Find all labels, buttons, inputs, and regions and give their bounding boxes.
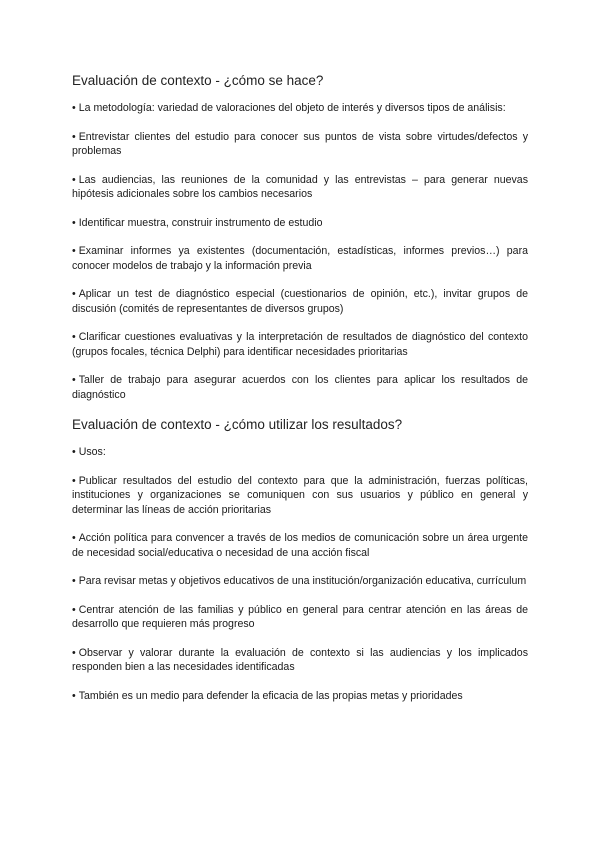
bullet-icon: • — [72, 331, 76, 343]
bullet-icon: • — [72, 603, 76, 616]
document-page — [72, 72, 528, 717]
list-item: • Examinar informes ya existentes (documentación, estadísticas, informes previos…) para conocer modelos de trabajo y la información previa — [72, 245, 528, 272]
bullet-icon: • — [72, 245, 76, 257]
bullet-icon: • — [72, 130, 76, 143]
list-item: • La metodología: variedad de valoraciones del objeto de interés y diversos tipos de análisis: — [72, 102, 506, 114]
list-item: • Observar y valorar durante la evaluación de contexto si las audiencias y los implicados responden bien a las necesidades identificadas — [72, 646, 528, 673]
bullet-icon: • — [72, 446, 76, 458]
list-item: • Para revisar metas y objetivos educativos de una institución/organización educativa, currículum — [72, 575, 527, 587]
bullet-icon: • — [72, 474, 76, 487]
bullet-icon: • — [72, 646, 76, 659]
bullet-icon: • — [72, 575, 76, 587]
bullet-icon: • — [72, 532, 76, 544]
list-item: • Las audiencias, las reuniones de la comunidad y las entrevistas – para generar nuevas hipótesis adicionales sobre los cambios necesarios — [72, 173, 528, 200]
bullet-icon: • — [72, 374, 76, 386]
list-item: • Clarificar cuestiones evaluativas y la interpretación de resultados de diagnóstico del contexto (grupos focales, técnica Delphi) para identificar necesidades prioritarias — [72, 331, 528, 358]
bullet-icon: • — [72, 102, 76, 114]
list-item: • Aplicar un test de diagnóstico especial (cuestionarios de opinión, etc.), invitar grupos de discusión (comités de representantes de diversos grupos) — [72, 288, 528, 315]
bullet-icon: • — [72, 288, 76, 300]
section-heading: Evaluación de contexto - ¿cómo se hace? — [72, 73, 324, 88]
list-item: • Identificar muestra, construir instrumento de estudio — [72, 216, 323, 229]
list-item: • Entrevistar clientes del estudio para conocer sus puntos de vista sobre virtudes/defectos y problemas — [72, 130, 528, 157]
section-how-to-use — [72, 416, 528, 703]
list-item: • Centrar atención de las familias y público en general para centrar atención en las áreas de desarrollo que requieren más progreso — [72, 603, 528, 630]
bullet-icon: • — [72, 173, 76, 186]
section-how-to — [72, 72, 528, 402]
list-item: • Acción política para convencer a través de los medios de comunicación sobre un área urgente de necesidad social/educativa o necesidad de una acción fiscal — [72, 532, 528, 559]
bullet-icon: • — [72, 216, 76, 229]
list-item: • Publicar resultados del estudio del contexto para que la administración, fuerzas políticas, instituciones y organizaciones se comuniquen con sus usuarios y público en general y determinar las líneas de acción prioritarias — [72, 474, 528, 516]
list-item: • También es un medio para defender la eficacia de las propias metas y prioridades — [72, 689, 463, 702]
list-item: • Usos: — [72, 446, 106, 458]
section-heading: Evaluación de contexto - ¿cómo utilizar los resultados? — [72, 417, 403, 432]
bullet-icon: • — [72, 689, 76, 702]
list-item: • Taller de trabajo para asegurar acuerdos con los clientes para aplicar los resultados de diagnóstico — [72, 374, 528, 401]
